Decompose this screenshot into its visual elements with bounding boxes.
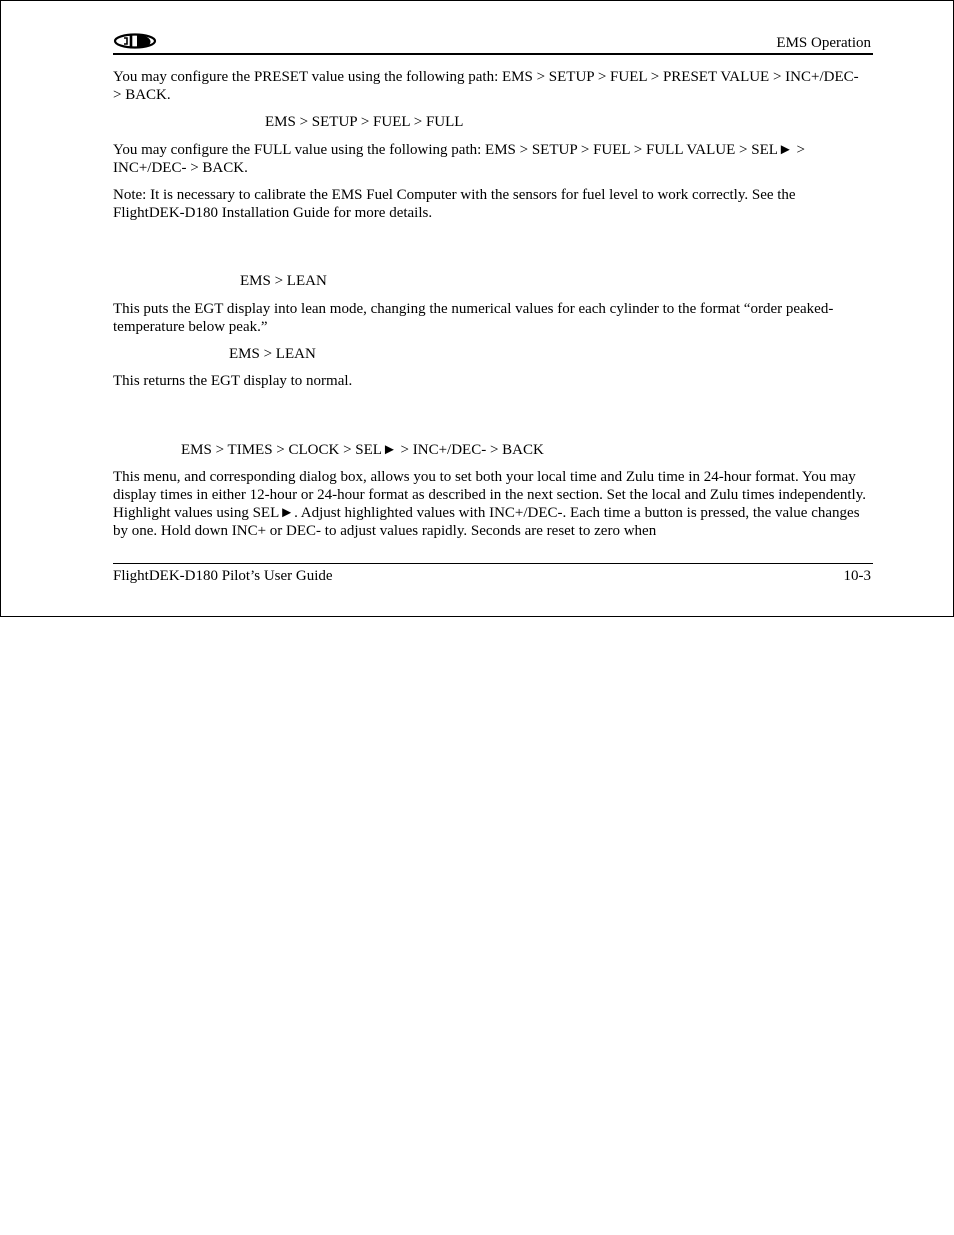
page-number: 10-3 (843, 568, 871, 584)
preset-config-text: You may configure the PRESET value using the following path: EMS > SETUP > FUEL > PRESET VALUE > INC+/DEC- > BACK. (113, 69, 859, 103)
guide-title: FlightDEK-D180 Pilot’s User Guide (113, 568, 333, 584)
lean-mode-description: This puts the EGT display into lean mode, changing the numerical values for each cylinder to the format “order peaked-temperature below peak.” (113, 301, 834, 335)
dynon-logo-icon (113, 33, 157, 49)
lean-mode-path: EMS > LEAN (240, 273, 327, 289)
clock-description: This menu, and corresponding dialog box, allows you to set both your local time and Zulu time in 24-hour format. You may display times in either 12-hour or 24-hour format as described in the next section. Set the local and Zulu times independently. Highlight values using SEL►. Adjust highlighted values with INC+/DEC-. Each time a button is pressed, the value changes by one. Hold down INC+ or DEC- to adjust values rapidly. Seconds are reset to zero when (113, 469, 867, 539)
normal-mode-path: EMS > LEAN (229, 346, 316, 362)
fuel-calibration-note: Note: It is necessary to calibrate the EMS Fuel Computer with the sensors for fuel level to work correctly. See the FlightDEK-D180 Installation Guide for more details. (113, 187, 796, 221)
page-header (113, 31, 873, 55)
document-page (0, 0, 954, 617)
normal-mode-description: This returns the EGT display to normal. (113, 373, 353, 389)
page-footer (113, 563, 873, 588)
clock-setup-path: EMS > TIMES > CLOCK > SEL► > INC+/DEC- > BACK (181, 442, 544, 458)
full-config-text: You may configure the FULL value using the following path: EMS > SETUP > FUEL > FULL VALUE > SEL► > INC+/DEC- > BACK. (113, 142, 805, 176)
full-setup-path: EMS > SETUP > FUEL > FULL (265, 114, 464, 130)
header-title: EMS Operation (776, 35, 871, 51)
